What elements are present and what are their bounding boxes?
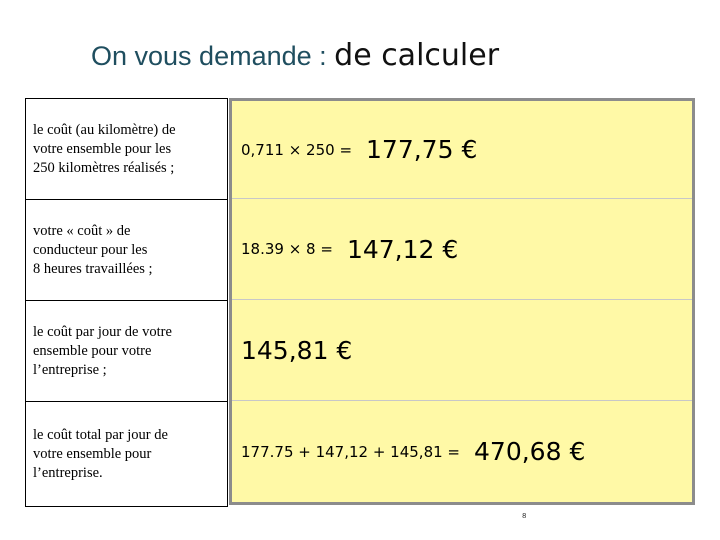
answers-panel	[232, 101, 692, 502]
answer-row-1	[232, 101, 692, 198]
answers-column	[229, 98, 695, 505]
question-row-3	[26, 300, 227, 401]
question-3-line-2: ensemble pour votre	[33, 342, 152, 359]
question-row-1	[26, 99, 227, 199]
question-1-line-3: 250 kilomètres réalisés ;	[33, 159, 175, 176]
title-rest: de calculer	[334, 38, 500, 73]
answer-2-result: 147,12 €	[346, 234, 459, 264]
question-1-line-1: le coût (au kilomètre) de	[33, 121, 176, 138]
question-row-4	[26, 401, 227, 506]
page-title	[91, 38, 499, 82]
answer-row-4	[232, 400, 692, 502]
answer-4-calculation: 177.75 + 147,12 + 145,81 =	[241, 442, 461, 461]
answer-row-3	[232, 299, 692, 400]
question-4-line-2: votre ensemble pour	[33, 445, 152, 462]
questions-column	[25, 98, 228, 507]
answer-3-result: 145,81 €	[241, 335, 353, 365]
title-lead: On vous demande :	[91, 41, 335, 71]
answer-4-result: 470,68 €	[474, 437, 586, 466]
question-4-line-3: l’entreprise.	[33, 464, 103, 481]
question-row-2	[26, 199, 227, 300]
page-number: 8	[522, 512, 527, 520]
answer-row-2	[232, 198, 692, 299]
question-2-line-3: 8 heures travaillées ;	[33, 260, 153, 277]
question-2-line-2: conducteur pour les	[33, 241, 148, 258]
answer-1-calculation: 0,711 × 250 =	[241, 140, 353, 159]
question-1-line-2: votre ensemble pour les	[33, 140, 172, 157]
question-3-line-3: l’entreprise ;	[33, 361, 107, 378]
question-4-line-1: le coût total par jour de	[33, 426, 168, 443]
answer-2-calculation: 18.39 × 8 =	[241, 240, 333, 258]
question-2-line-1: votre « coût » de	[33, 222, 131, 239]
answer-1-result: 177,75 €	[366, 135, 478, 164]
question-3-line-1: le coût par jour de votre	[33, 323, 172, 340]
